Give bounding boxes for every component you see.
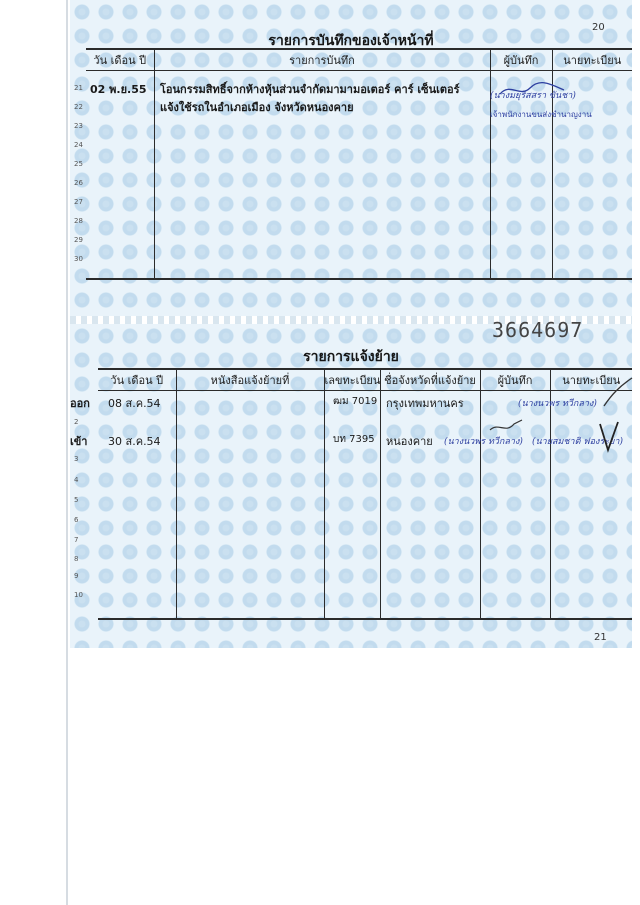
col-header-date: วัน เดือน ปี bbox=[86, 49, 154, 71]
page-edge bbox=[66, 0, 68, 905]
row-number: 26 bbox=[74, 179, 83, 187]
row-number: 10 bbox=[74, 591, 83, 599]
table-row bbox=[86, 204, 632, 223]
recorder-title-stamp: เจ้าพนักงานขนส่งชำนาญงาน bbox=[490, 110, 592, 119]
entry-date: 02 พ.ย.55 bbox=[90, 83, 147, 96]
move-in-recorder: (นางนวพร ทวีกลาง) bbox=[444, 437, 523, 447]
row-number: 25 bbox=[74, 160, 83, 168]
move-in-registrar-signature-icon bbox=[596, 420, 626, 456]
row-number: 9 bbox=[74, 572, 79, 580]
move-in-plate: บท 7395 bbox=[333, 434, 375, 445]
row-number: 21 bbox=[74, 84, 83, 92]
move-out-label: ออก bbox=[70, 397, 90, 410]
move-out-province: กรุงเทพมหานคร bbox=[386, 397, 464, 410]
relocation-records-title: รายการแจ้งย้าย bbox=[303, 349, 399, 365]
row-number: 27 bbox=[74, 198, 83, 206]
table-row bbox=[98, 506, 632, 525]
row-number: 5 bbox=[74, 496, 79, 504]
page-number-top: 20 bbox=[592, 22, 605, 33]
row-number: 2 bbox=[74, 418, 79, 426]
col-header-recorder: ผู้บันทึก bbox=[480, 369, 550, 391]
col-header-date: วัน เดือน ปี bbox=[98, 369, 176, 391]
move-in-label: เข้า bbox=[70, 435, 88, 448]
col-header-record: รายการบันทึก bbox=[154, 49, 490, 71]
table-row bbox=[98, 563, 632, 582]
row-number: 24 bbox=[74, 141, 83, 149]
table-row bbox=[86, 242, 632, 279]
col-header-plate: เลขทะเบียน bbox=[324, 369, 380, 391]
table-row bbox=[98, 449, 632, 468]
table-row bbox=[98, 487, 632, 506]
move-in-recorder-signature-icon bbox=[488, 418, 528, 438]
col-header-province: ชื่อจังหวัดที่แจ้งย้าย bbox=[380, 369, 480, 391]
row-number: 23 bbox=[74, 122, 83, 130]
table-row bbox=[86, 223, 632, 242]
row-number: 30 bbox=[74, 255, 83, 263]
table-row bbox=[86, 166, 632, 185]
row-number: 28 bbox=[74, 217, 83, 225]
row-number: 4 bbox=[74, 476, 79, 484]
serial-number: 3664697 bbox=[492, 318, 584, 342]
table-row bbox=[86, 147, 632, 166]
table-row bbox=[86, 128, 632, 147]
recorder-signature-name: (นางมยุริสสรา ขันชา) bbox=[490, 91, 576, 101]
move-out-registrar-signature-icon bbox=[598, 376, 638, 416]
move-out-date: 08 ส.ค.54 bbox=[108, 397, 161, 410]
col-header-notice: หนังสือแจ้งย้ายที่ bbox=[176, 369, 324, 391]
move-out-plate: ฒม 7019 bbox=[333, 396, 378, 407]
officer-records-title: รายการบันทึกของเจ้าหน้าที่ bbox=[268, 33, 434, 49]
table-row bbox=[86, 185, 632, 204]
table-row bbox=[98, 468, 632, 487]
row-number: 7 bbox=[74, 536, 79, 544]
page-number-bottom: 21 bbox=[594, 632, 607, 643]
move-in-registrar: (นายสมชาติ ฟองระยา) bbox=[532, 437, 623, 447]
move-in-province: หนองคาย bbox=[386, 435, 433, 448]
entry-text-line-1: โอนกรรมสิทธิ์จากห้างหุ้นส่วนจำกัดมามามอเตอร์ คาร์ เซ็นเตอร์ bbox=[160, 83, 460, 96]
col-header-recorder: ผู้บันทึก bbox=[490, 49, 552, 71]
col-header-registrar: นายทะเบียน bbox=[552, 49, 632, 71]
move-out-recorder: (นางนวพร ทวีกลาง) bbox=[518, 399, 597, 409]
move-in-date: 30 ส.ค.54 bbox=[108, 435, 161, 448]
col-header-registrar: นายทะเบียน bbox=[550, 369, 632, 391]
row-number: 6 bbox=[74, 516, 79, 524]
recorder-signature-icon bbox=[498, 80, 568, 100]
row-number: 22 bbox=[74, 103, 83, 111]
row-number: 8 bbox=[74, 555, 79, 563]
table-row bbox=[98, 525, 632, 544]
entry-text-line-2: แจ้งใช้รถในอำเภอเมือง จังหวัดหนองคาย bbox=[160, 101, 354, 114]
row-number: 29 bbox=[74, 236, 83, 244]
table-row bbox=[98, 582, 632, 619]
table-row bbox=[98, 544, 632, 563]
row-number: 3 bbox=[74, 455, 79, 463]
